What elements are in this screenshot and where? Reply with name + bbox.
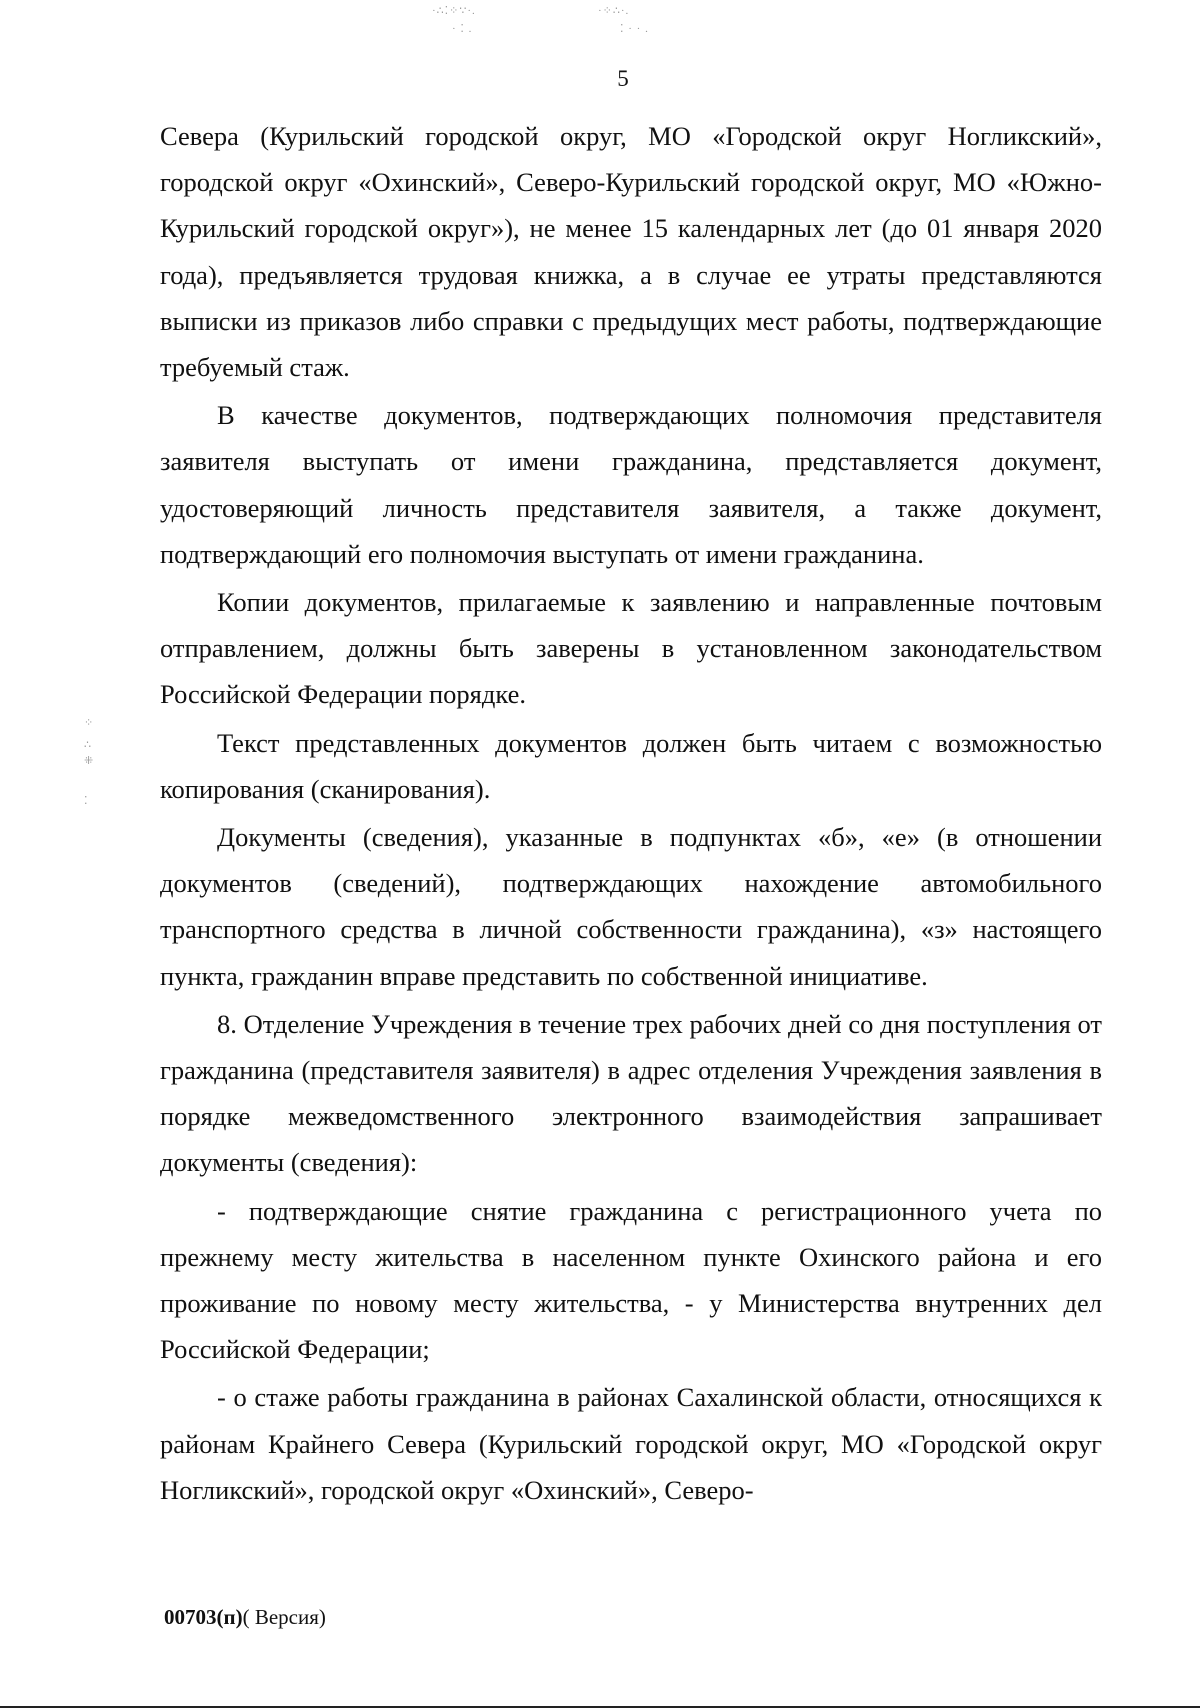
document-body (160, 113, 1102, 1515)
page-number: 5 (617, 66, 629, 91)
scan-artifact: · ⁚ . (452, 23, 473, 35)
document-version: ( Версия) (242, 1605, 326, 1629)
scan-artifact: ·∴⁚⁘∵·. (432, 5, 476, 17)
paragraph: - о стаже работы гражданина в районах Сахалинской области, относящихся к районам Крайнего Севера (Курильский городской округ, МО «Городской округ Ногликский», городской округ «Охинский», Северо- (160, 1382, 1102, 1505)
document-code: 00703(п) (164, 1605, 243, 1629)
paragraph: Севера (Курильский городской округ, МО «Городской округ Ногликский», городской округ «Охинский», Северо-Курильский городской округ, МО «Южно-Курильский городской округ»), не менее 15 календарных лет (до 01 января 2020 года), предъявляется трудовая книжка, а в случае ее утраты представляются выписки из приказов либо справки с предыдущих мест работы, подтверждающие требуемый стаж. (160, 121, 1102, 383)
paragraph: Документы (сведения), указанные в подпунктах «б», «е» (в отношении документов (сведений), подтверждающих нахождение автомобильного транспортного средства в личной собственности гражданина), «з» настоящего пункта, гражданин вправе представить по собственной инициативе. (160, 822, 1102, 991)
scan-artifact: ⁜ (84, 755, 95, 767)
scan-artifact: ·⁘∴·. (598, 5, 630, 17)
scan-artifact: ⁘ (84, 717, 95, 729)
paragraph: Текст представленных документов должен быть читаем с возможностью копирования (сканирования). (160, 727, 1102, 804)
scan-artifact: ⁚ (84, 795, 89, 807)
paragraph: 8. Отделение Учреждения в течение трех рабочих дней со дня поступления от гражданина (представителя заявителя) в адрес отделения Учреждения заявления в порядке межведомственного электронного взаимодействия запрашивает документы (сведения): (160, 1008, 1102, 1178)
scan-artifact: ⁚ · · . (620, 23, 649, 35)
paragraph: Копии документов, прилагаемые к заявлению и направленные почтовым отправлением, должны быть заверены в установленном законодательством Российской Федерации порядке. (160, 587, 1102, 710)
paragraph: В качестве документов, подтверждающих полномочия представителя заявителя выступать от имени гражданина, представляется документ, удостоверяющий личность представителя заявителя, а также документ, подтверждающий его полномочия выступать от имени гражданина. (160, 400, 1102, 569)
document-footer (164, 1603, 326, 1631)
paragraph: - подтверждающие снятие гражданина с регистрационного учета по прежнему месту жительства в населенном пункте Охинского района и его проживание по новому месту жительства, - у Министерства внутренних дел Российской Федерации; (160, 1195, 1102, 1365)
scan-artifact: ∴ (84, 739, 92, 751)
